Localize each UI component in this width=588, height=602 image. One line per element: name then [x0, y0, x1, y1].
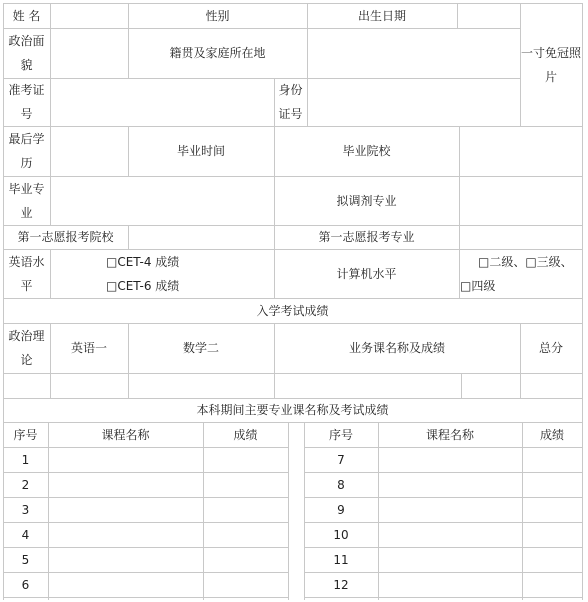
row-number: 9: [337, 502, 345, 517]
name-label: 姓 名: [12, 8, 41, 23]
computer-level-4-option[interactable]: □四级: [460, 279, 496, 293]
english-level-label: 英语水 平: [8, 254, 45, 293]
col-score-header: 成绩: [233, 427, 258, 442]
row-number: 8: [337, 477, 345, 492]
row-number: 4: [21, 527, 30, 542]
row-number: 5: [21, 552, 30, 567]
courses-title: 本科期间主要专业课名称及考试成绩: [196, 403, 389, 417]
professional-course-score-field[interactable]: [462, 374, 519, 397]
cet6-checkbox[interactable]: □CET-6 成绩: [106, 279, 180, 293]
row-number: 7: [337, 452, 345, 467]
name-field[interactable]: [51, 4, 127, 27]
course-score-cells-right[interactable]: [523, 448, 581, 596]
first-choice-school-field[interactable]: [129, 226, 273, 248]
row-number: 3: [21, 502, 30, 517]
transfer-major-field[interactable]: [460, 177, 581, 224]
first-choice-major-label: 第一志愿报考专业: [318, 230, 415, 244]
photo-box: 一寸免冠照 片: [520, 45, 581, 84]
row-number: 11: [333, 552, 349, 567]
row-number: 1: [21, 452, 30, 467]
birthdate-field[interactable]: [458, 4, 519, 27]
native-place-field[interactable]: [308, 29, 519, 77]
major-label: 毕业专 业: [8, 181, 45, 220]
politics-score-field[interactable]: [4, 374, 50, 397]
politics-score-label: 政治理 论: [8, 329, 45, 367]
first-choice-school-label: 第一志愿报考院校: [17, 230, 114, 244]
total-score-label: 总分: [538, 341, 563, 355]
math2-score-field[interactable]: [129, 374, 273, 397]
id-card-label: 身份 证号: [278, 83, 303, 121]
entrance-exam-title: 入学考试成绩: [256, 303, 329, 318]
computer-level-options[interactable]: □二级、□三级、: [478, 255, 573, 269]
computer-level-label: 计算机水平: [336, 266, 397, 281]
major-field[interactable]: [51, 177, 273, 224]
political-status-field[interactable]: [51, 29, 127, 77]
col-course-name-header: 课程名称: [425, 427, 474, 442]
english1-score-label: 英语一: [70, 341, 107, 355]
gender-label: 性别: [205, 8, 230, 23]
total-score-field[interactable]: [521, 374, 581, 397]
row-number: 2: [21, 477, 30, 492]
birthdate-label: 出生日期: [357, 8, 406, 23]
exam-id-label: 准考证 号: [8, 83, 45, 121]
graduation-time-label: 毕业时间: [176, 144, 225, 158]
row-number: 6: [21, 577, 30, 592]
row-number: 10: [333, 527, 349, 542]
native-place-label: 籍贯及家庭所在地: [169, 46, 266, 60]
col-score-header: 成绩: [539, 427, 564, 442]
math2-score-label: 数学二: [182, 341, 219, 355]
col-no-header: 序号: [328, 427, 353, 442]
professional-course-label: 业务课名称及成绩: [348, 341, 445, 355]
course-name-cells-left[interactable]: [49, 448, 202, 596]
cet4-checkbox[interactable]: □CET-4 成绩: [106, 255, 180, 269]
english1-score-field[interactable]: [51, 374, 127, 397]
row-number: 12: [333, 577, 349, 592]
education-label: 最后学 历: [8, 132, 45, 170]
exam-id-field[interactable]: [51, 79, 273, 125]
transfer-major-label: 拟调剂专业: [336, 193, 397, 208]
col-no-header: 序号: [13, 427, 38, 442]
professional-course-name-field[interactable]: [275, 374, 460, 397]
graduation-school-field[interactable]: [460, 127, 581, 175]
course-name-cells-right[interactable]: [379, 448, 521, 596]
education-field[interactable]: [51, 127, 127, 175]
course-score-cells-left[interactable]: [204, 448, 287, 596]
graduation-school-label: 毕业院校: [342, 144, 391, 158]
political-status-label: 政治面 貌: [8, 34, 45, 72]
col-course-name-header: 课程名称: [101, 427, 150, 442]
id-card-field[interactable]: [308, 79, 519, 125]
first-choice-major-field[interactable]: [460, 226, 581, 248]
